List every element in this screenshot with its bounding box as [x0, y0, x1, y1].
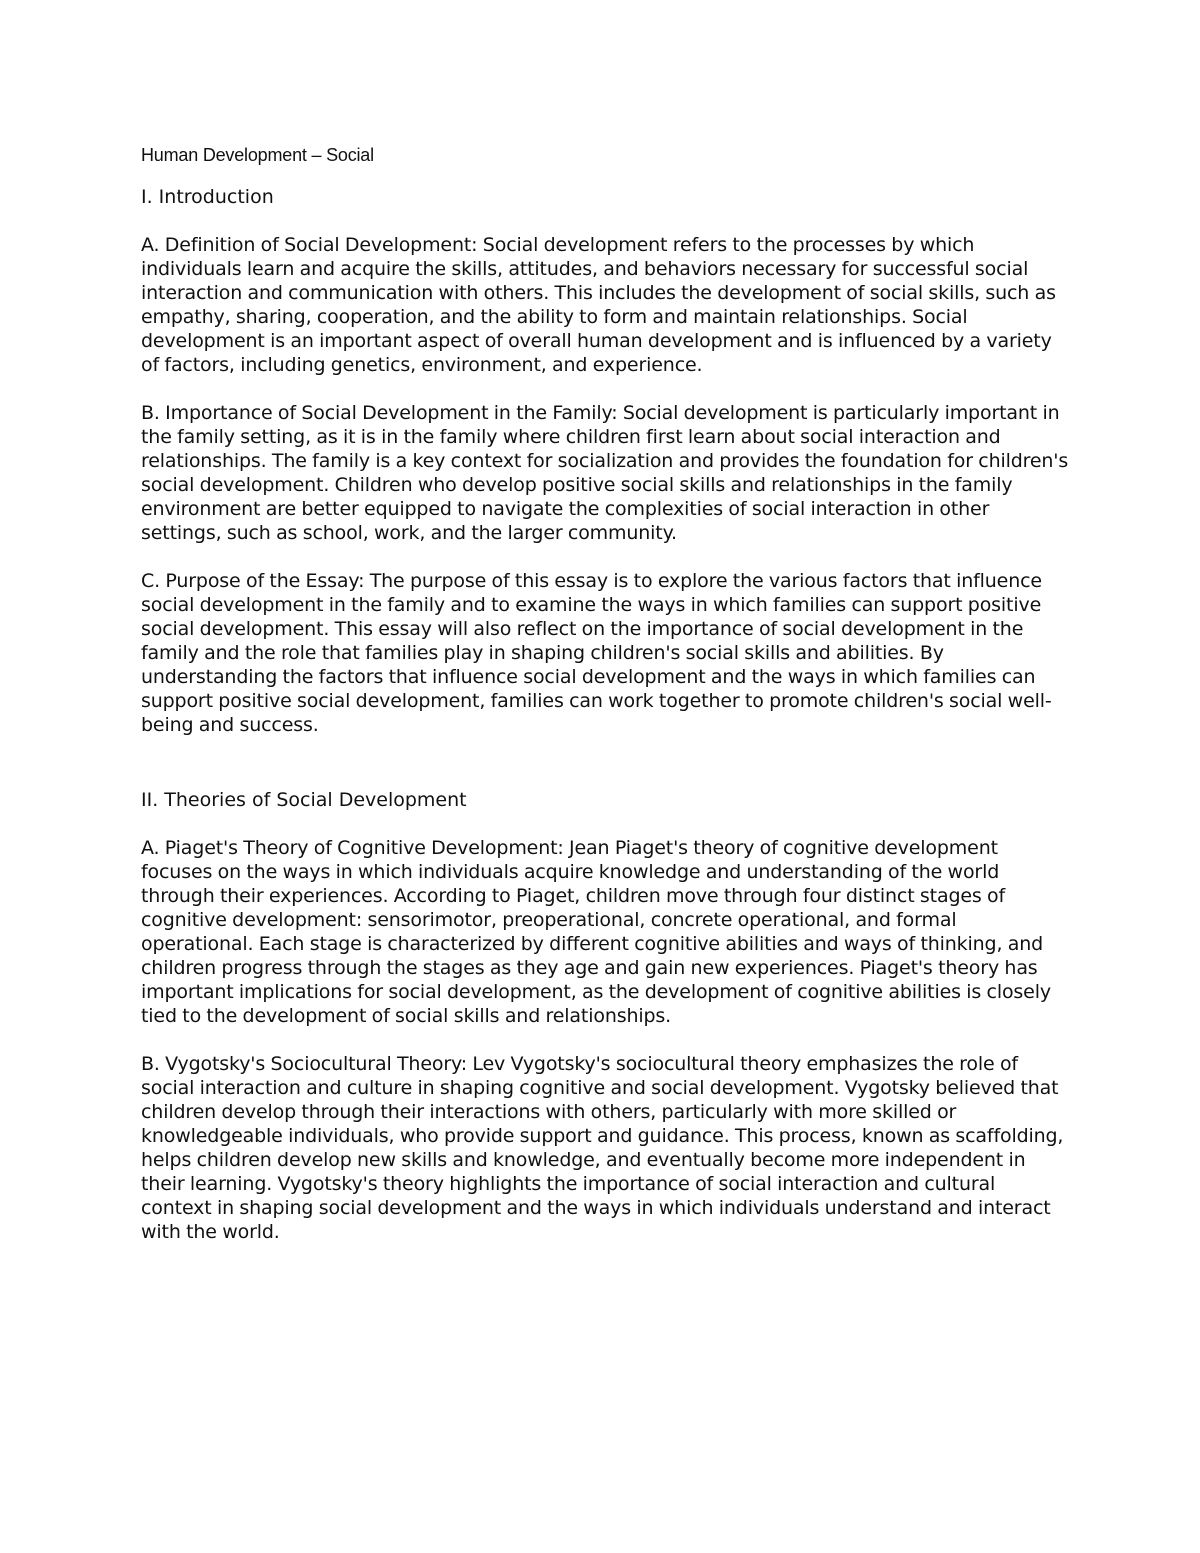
document-body: [141, 142, 1071, 1268]
paragraph-importance-in-family: B. Importance of Social Development in the Family: Social development is particularly important in the family setting, as it is in the family where children first learn about social interaction and relationships. The family is a key context for socialization and provides the foundation for children's social development. Children who develop positive social skills and relationships in the family environment are better equipped to navigate the complexities of social interaction in other settings, such as school, work, and the larger community.: [141, 402, 1069, 544]
paragraph-definition-of-social-development: A. Definition of Social Development: Social development refers to the processes by which individuals learn and acquire the skills, attitudes, and behaviors necessary for successful social interaction and communication with others. This includes the development of social skills, such as empathy, sharing, cooperation, and the ability to form and maintain relationships. Social development is an important aspect of overall human development and is influenced by a variety of factors, including genetics, environment, and experience.: [141, 234, 1056, 376]
section-spacer: [141, 761, 1071, 788]
section-heading-theories: II. Theories of Social Development: [141, 789, 467, 811]
document-title: Human Development – Social: [141, 145, 374, 165]
paragraph-piaget-theory: A. Piaget's Theory of Cognitive Development: Jean Piaget's theory of cognitive development focuses on the ways in which individuals acquire knowledge and understanding of the world through their experiences. According to Piaget, children move through four distinct stages of cognitive development: sensorimotor, preoperational, concrete operational, and formal operational. Each stage is characterized by different cognitive abilities and ways of thinking, and children progress through the stages as they age and gain new experiences. Piaget's theory has important implications for social development, as the development of cognitive abilities is closely tied to the development of social skills and relationships.: [141, 837, 1051, 1027]
paragraph-purpose-of-essay: C. Purpose of the Essay: The purpose of this essay is to explore the various factors that influence social development in the family and to examine the ways in which families can support positive social development. This essay will also reflect on the importance of social development in the family and the role that families play in shaping children's social skills and abilities. By understanding the factors that influence social development and the ways in which families can support positive social development, families can work together to promote children's social well-being and success.: [141, 570, 1052, 736]
section-heading-introduction: I. Introduction: [141, 186, 274, 208]
paragraph-vygotsky-theory: B. Vygotsky's Sociocultural Theory: Lev Vygotsky's sociocultural theory emphasizes the role of social interaction and culture in shaping cognitive and social development. Vygotsky believed that children develop through their interactions with others, particularly with more skilled or knowledgeable individuals, who provide support and guidance. This process, known as scaffolding, helps children develop new skills and knowledge, and eventually become more independent in their learning. Vygotsky's theory highlights the importance of social interaction and cultural context in shaping social development and the ways in which individuals understand and interact with the world.: [141, 1053, 1064, 1243]
